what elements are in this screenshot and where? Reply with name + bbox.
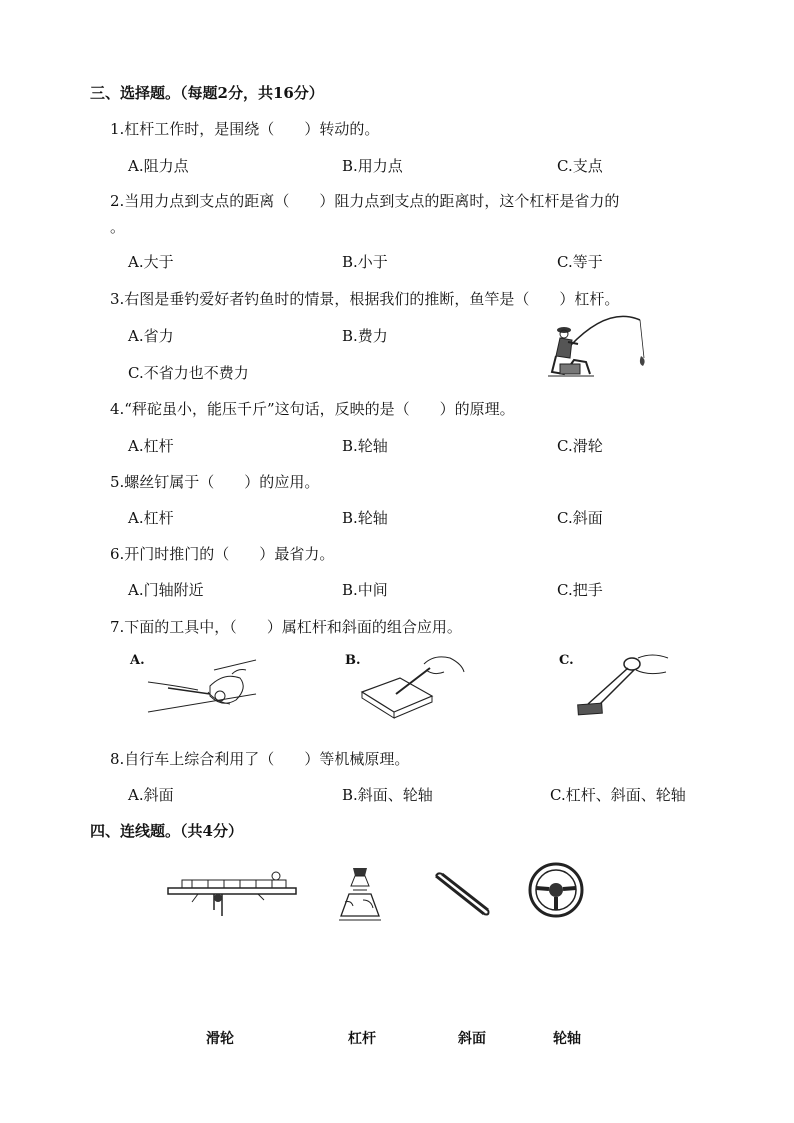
question-5: 5.螺丝钉属于（ ）的应用。: [110, 473, 320, 491]
section3-heading: 三、选择题。（每题2分，共16分）: [90, 84, 324, 102]
q4-option-c: C.滑轮: [557, 437, 603, 455]
q6-option-b: B.中间: [342, 581, 388, 599]
question-1: 1.杠杆工作时，是围绕（ ）转动的。: [110, 120, 380, 138]
q8-option-b: B.斜面、轮轴: [342, 786, 433, 804]
q3-option-b: B.费力: [342, 327, 388, 345]
q2-option-c: C.等于: [557, 253, 603, 271]
question-8: 8.自行车上综合利用了（ ）等机械原理。: [110, 750, 410, 768]
q6-option-c: C.把手: [557, 581, 603, 599]
steering-wheel-picture: [528, 862, 584, 918]
q5-option-b: B.轮轴: [342, 509, 388, 527]
question-4: 4.“秤砣虽小，能压千斤”这句话，反映的是（ ）的原理。: [110, 400, 515, 418]
match-label-lever: 杠杆: [348, 1031, 376, 1047]
question-2: 2.当用力点到支点的距离（ ）阻力点到支点的距离时，这个杠杆是省力的: [110, 192, 620, 210]
question-6: 6.开门时推门的（ ）最省力。: [110, 545, 335, 563]
q4-option-a: A.杠杆: [128, 437, 174, 455]
q2-option-b: B.小于: [342, 253, 388, 271]
q6-option-a: A.门轴附近: [128, 581, 204, 599]
flagpole-pulley-picture: [168, 870, 298, 918]
q5-option-c: C.斜面: [557, 509, 603, 527]
q3-option-c: C.不省力也不费力: [128, 364, 249, 382]
fisherman-illustration: [548, 312, 658, 380]
screw-jack-picture: [335, 866, 385, 924]
question-7: 7.下面的工具中，（ ）属杠杆和斜面的组合应用。: [110, 618, 462, 636]
q8-option-c: C.杠杆、斜面、轮轴: [550, 786, 686, 804]
knife-illustration: [360, 656, 465, 718]
match-label-inclined-plane: 斜面: [458, 1031, 486, 1047]
q7-image-label-a: A.: [130, 653, 145, 668]
q1-option-b: B.用力点: [342, 157, 403, 175]
tweezers-illustration: [574, 652, 674, 720]
question-3: 3.右图是垂钓爱好者钓鱼时的情景，根据我们的推断，鱼竿是（ ）杠杆。: [110, 290, 620, 308]
q1-option-c: C.支点: [557, 157, 603, 175]
match-label-wheel-axle: 轮轴: [553, 1031, 581, 1047]
question-2-continuation: 。: [110, 218, 126, 236]
q7-image-label-b: B.: [345, 653, 361, 668]
q2-option-a: A.大于: [128, 253, 174, 271]
tongs-picture: [432, 872, 492, 922]
q3-option-a: A.省力: [128, 327, 174, 345]
match-label-pulley: 滑轮: [206, 1031, 234, 1047]
scissors-illustration: [148, 656, 258, 716]
q8-option-a: A.斜面: [128, 786, 174, 804]
q5-option-a: A.杠杆: [128, 509, 174, 527]
section4-heading: 四、连线题。（共4分）: [90, 822, 243, 840]
q4-option-b: B.轮轴: [342, 437, 388, 455]
q1-option-a: A.阻力点: [128, 157, 189, 175]
q7-image-label-c: C.: [559, 653, 574, 668]
